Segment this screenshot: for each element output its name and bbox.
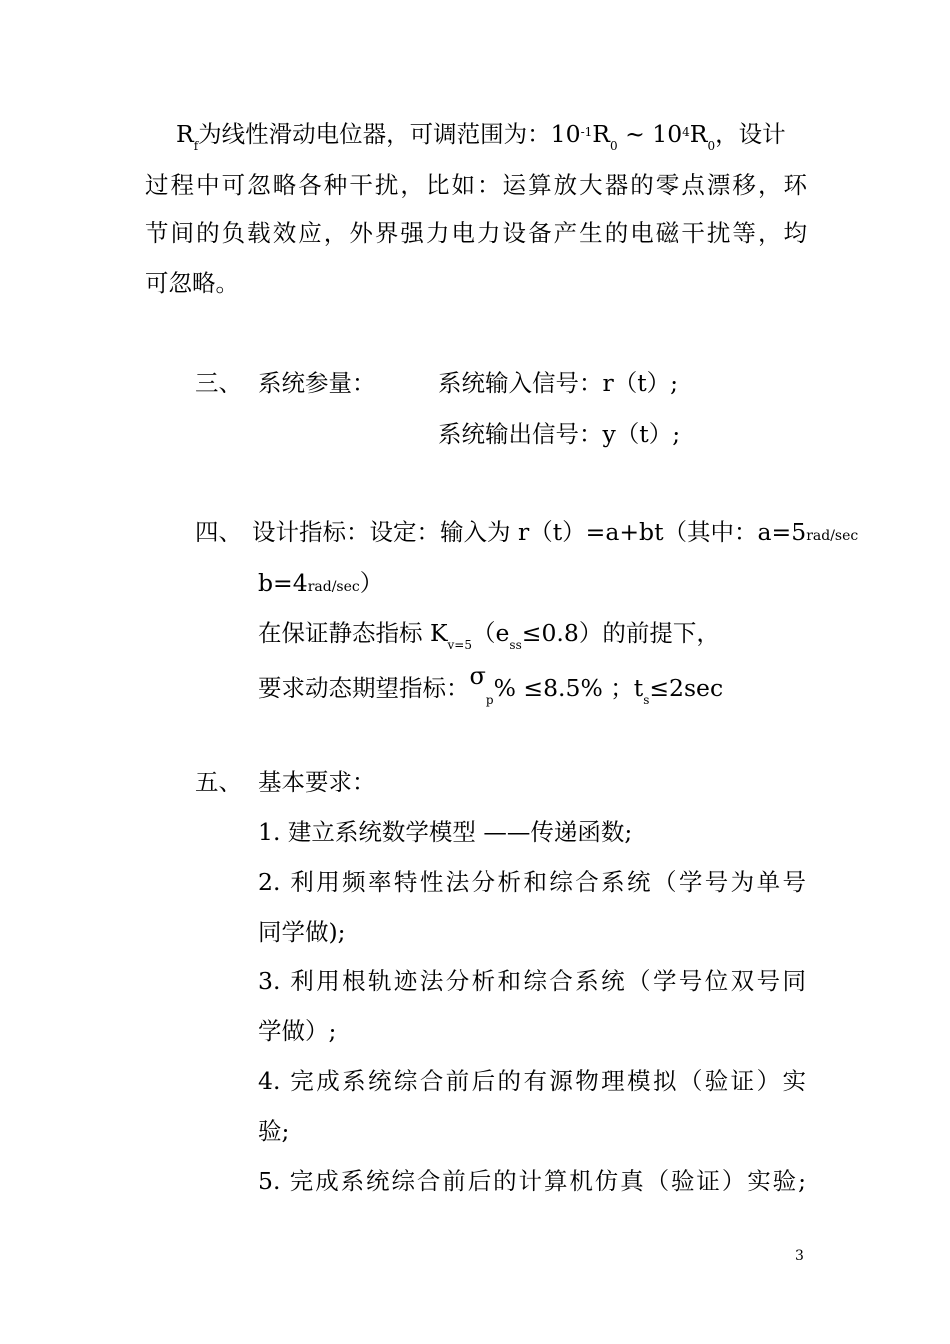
dynamic-spec-middle: % ≤8.5% ；t [493, 674, 644, 702]
b-value: b=4 [258, 569, 308, 597]
r-symbol: R [176, 120, 194, 148]
range-tilde: ~ [617, 120, 653, 148]
intro-line-1-text: 为线性滑动电位器，可调范围为： [198, 120, 551, 148]
sigma-subscript: p [485, 693, 494, 707]
intro-line-1 [176, 119, 786, 153]
dynamic-spec-end: ≤2sec [649, 674, 724, 702]
system-output-signal: 系统输出信号：y（t）; [438, 420, 681, 448]
requirement-item: 4. 完成系统综合前后的有源物理模拟（验证）实 [258, 1067, 806, 1095]
section-3-title: 系统参量： [258, 369, 376, 397]
k-subscript: v=5 [447, 638, 472, 652]
range-high-exponent: 4 [682, 125, 690, 139]
page-number: 3 [795, 1248, 804, 1264]
requirement-item: 3. 利用根轨迹法分析和综合系统（学号位双号同 [258, 967, 806, 995]
intro-line-2: 过程中可忽略各种干扰，比如：运算放大器的零点漂移，环 [145, 171, 807, 199]
range-low-base: 10 [550, 120, 581, 148]
section-4-number: 四、 [195, 518, 242, 546]
intro-line-4: 可忽略。 [145, 269, 239, 297]
section-3-number: 三、 [195, 369, 242, 397]
e-subscript: ss [509, 638, 522, 652]
range-low-exponent: -1 [580, 125, 593, 139]
requirement-item: 学做）; [258, 1017, 337, 1045]
section-5-title: 基本要求： [258, 768, 376, 796]
static-spec-rest: ≤0.8）的前提下， [521, 619, 720, 647]
range-high-r: R [689, 120, 708, 148]
system-input-signal: 系统输入信号：r（t）; [438, 369, 679, 397]
design-spec-text: 设计指标：设定：输入为 r（t）=a+bt（其中：a=5 [252, 518, 807, 546]
sigma-symbol: σ [469, 662, 486, 690]
dynamic-spec-prefix: 要求动态期望指标： [258, 674, 470, 702]
static-spec-prefix: 在保证静态指标 K [258, 619, 448, 647]
design-spec-line-1 [252, 517, 858, 551]
requirement-item: 同学做); [258, 918, 346, 946]
static-spec-paren: （ [472, 619, 496, 647]
static-spec-line [258, 618, 720, 652]
range-low-r: R [592, 120, 610, 148]
design-spec-line-2 [258, 568, 383, 602]
intro-line-1-end: ，设计 [715, 120, 786, 148]
design-spec-unit-a: rad/sec [806, 528, 859, 544]
requirement-item: 2. 利用频率特性法分析和综合系统（学号为单号 [258, 868, 806, 896]
r-subscript: f [193, 139, 199, 153]
design-spec-unit-b: rad/sec [307, 579, 360, 595]
design-spec-line-2-end: ） [359, 569, 384, 597]
dynamic-spec-line [258, 662, 724, 707]
requirement-item: 验; [258, 1117, 290, 1145]
range-high-base: 10 [652, 120, 683, 148]
section-5-number: 五、 [195, 768, 242, 796]
intro-line-3: 节间的负载效应，外界强力电力设备产生的电磁干扰等，均 [145, 219, 807, 247]
range-low-r-subscript: 0 [609, 139, 618, 153]
requirement-item: 5. 完成系统综合前后的计算机仿真（验证）实验; [258, 1167, 806, 1195]
e-symbol: e [495, 619, 510, 647]
range-high-r-subscript: 0 [707, 139, 716, 153]
t-subscript: s [643, 693, 650, 707]
requirement-item: 1. 建立系统数学模型 ——传递函数; [258, 818, 633, 846]
